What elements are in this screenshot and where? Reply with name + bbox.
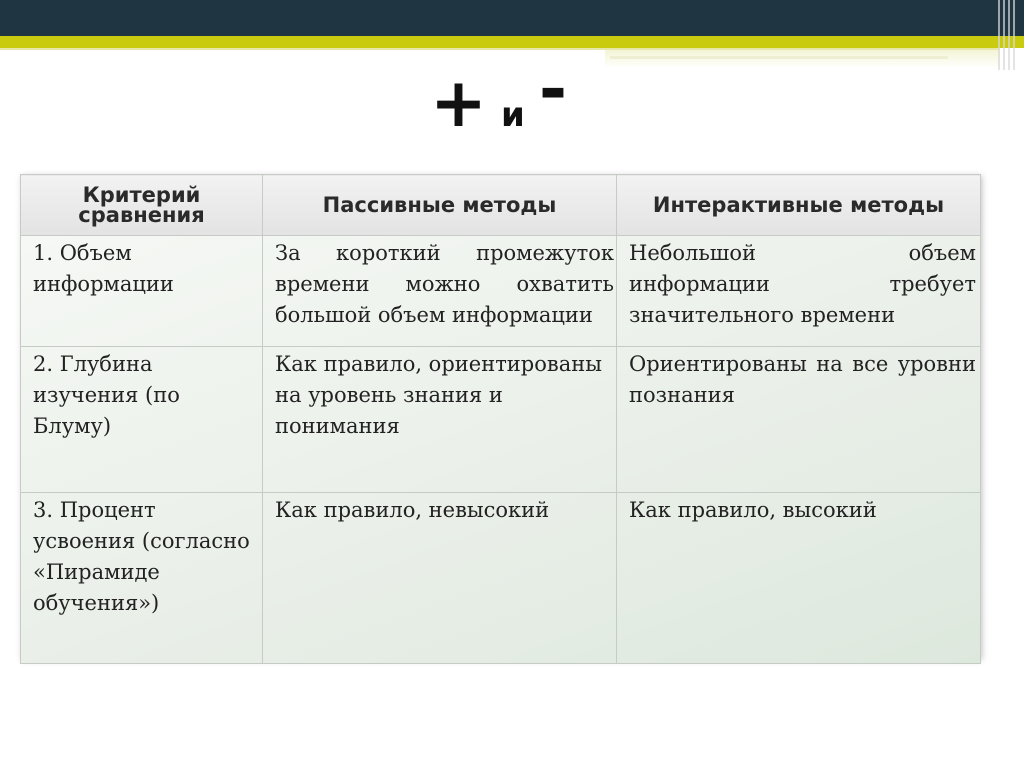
cell-passive: За короткий промежуток времени можно охватить большой объем информации: [263, 236, 617, 347]
cell-criterion: 1. Объем информации: [21, 236, 263, 347]
cell-passive: Как правило, ориентированы на уровень знания и понимания: [263, 347, 617, 493]
title-and: и: [500, 95, 525, 135]
header-interactive: Интерактивные методы: [617, 175, 981, 236]
header-criterion: Критерий сравнения: [21, 175, 263, 236]
table-row: [21, 236, 981, 347]
cell-interactive: Как правило, высокий: [617, 493, 981, 664]
cell-criterion: 2. Глубина изучения (по Блуму): [21, 347, 263, 493]
table-header-row: [21, 175, 981, 236]
title-plus: +: [430, 64, 487, 143]
accent-stripe: [0, 36, 1024, 48]
comparison-table-container: [20, 174, 980, 658]
header-passive: Пассивные методы: [263, 175, 617, 236]
cell-passive: Как правило, невысокий: [263, 493, 617, 664]
table-row: [21, 493, 981, 664]
table-row: [21, 347, 981, 493]
accent-ghost-stripe: [605, 50, 1000, 68]
header-bar: [0, 0, 1024, 36]
slide-title: [430, 50, 568, 143]
cell-interactive: Ориентированы на все уровни познания: [617, 347, 981, 493]
accent-ghost-line: [610, 56, 948, 59]
comparison-table: [20, 174, 981, 664]
cell-interactive: Небольшой объем информации требует значительного времени: [617, 236, 981, 347]
title-minus: -: [538, 50, 568, 129]
cell-criterion: 3. Процент усвоения (согласно «Пирамиде обучения»): [21, 493, 263, 664]
corner-decoration: [998, 0, 1016, 70]
